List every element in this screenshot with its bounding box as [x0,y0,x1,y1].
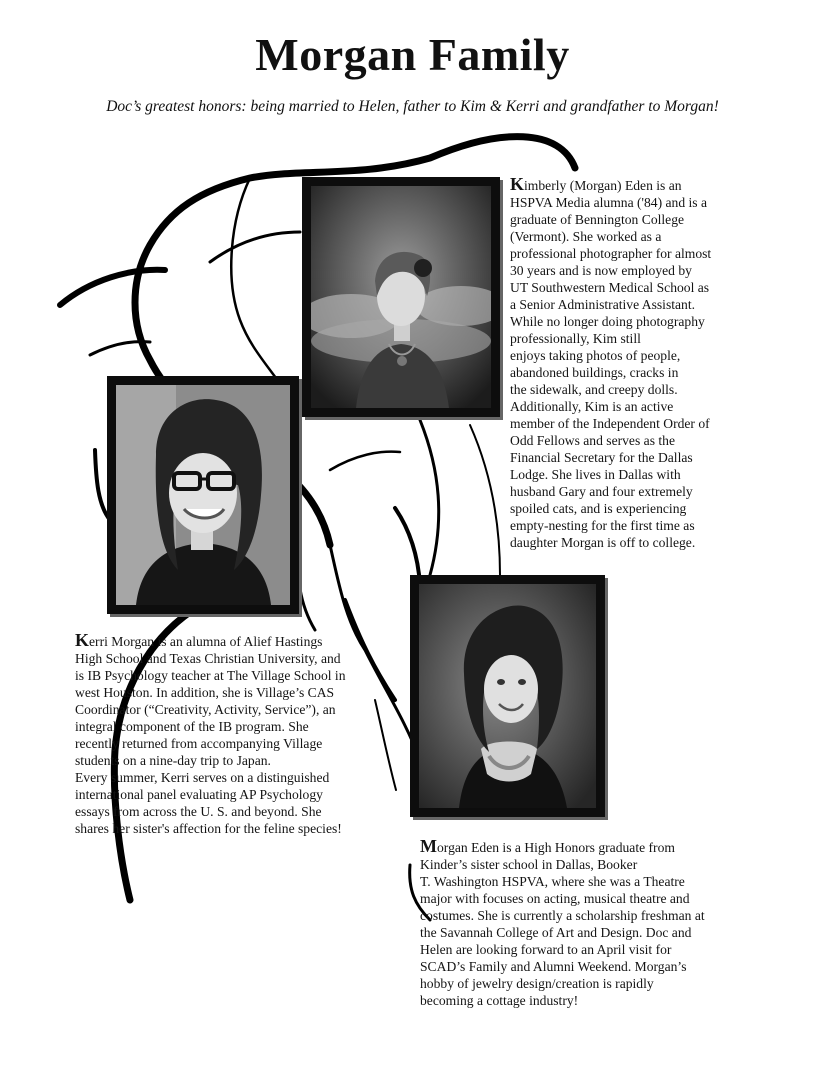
bio-kim-initial: K [510,174,525,194]
photo-morgan [410,575,605,817]
page-title: Morgan Family [255,29,570,80]
bio-kerri [75,632,385,837]
bio-kerri-text: erri Morgan is an alumna of Alief Hastings High School and Texas Christian University, and is IB Psychology teacher at The Village School in west Houston. In addition, she is Village’s CAS Coordinator (“Creativity, Activity, Service”), an integral component of the IB program. She recently returned from accompanying Village students on a nine-day trip to Japan. Every summer, Kerri serves on a distinguished international panel evaluating AP Psychology essays from across the U. S. and beyond. She shares her sister's affection for the feline species! [75,634,346,836]
photo-kim [302,177,500,417]
bio-morgan [420,838,750,1009]
bio-morgan-initial: M [420,836,437,856]
bio-kerri-initial: K [75,630,90,650]
portrait-morgan-image [419,584,596,808]
portrait-kerri-image [116,385,290,605]
photo-kerri [107,376,299,614]
page-subtitle: Doc’s greatest honors: being married to Helen, father to Kim & Kerri and grandfather to Morgan! [106,98,719,115]
bio-morgan-text: organ Eden is a High Honors graduate from Kinder’s sister school in Dallas, Booker T. Washington HSPVA, where she was a Theatre major with focuses on acting, musical theatre and costumes. She is currently a scholarship freshman at the Savannah College of Art and Design. Doc and Helen are looking forward to an April visit for SCAD’s Family and Alumni Weekend. Morgan’s hobby of jewelry design/creation is rapidly becoming a cottage industry! [420,840,705,1008]
portrait-kim-image [311,186,491,408]
bio-kim-text: imberly (Morgan) Eden is an HSPVA Media alumna ('84) and is a graduate of Bennington College (Vermont). She worked as a professional photographer for almost 30 years and is now employed by UT Southwestern Medical School as a Senior Administrative Assistant. While no longer doing photography professionally, Kim still enjoys taking photos of people, abandoned buildings, cracks in the sidewalk, and creepy dolls. Additionally, Kim is an active member of the Independent Order of Odd Fellows and serves as the Financial Secretary for the Dallas Lodge. She lives in Dallas with husband Gary and four extremely spoiled cats, and is experiencing empty-nesting for the first time as daughter Morgan is off to college. [510,178,712,550]
bio-kim [510,176,815,551]
